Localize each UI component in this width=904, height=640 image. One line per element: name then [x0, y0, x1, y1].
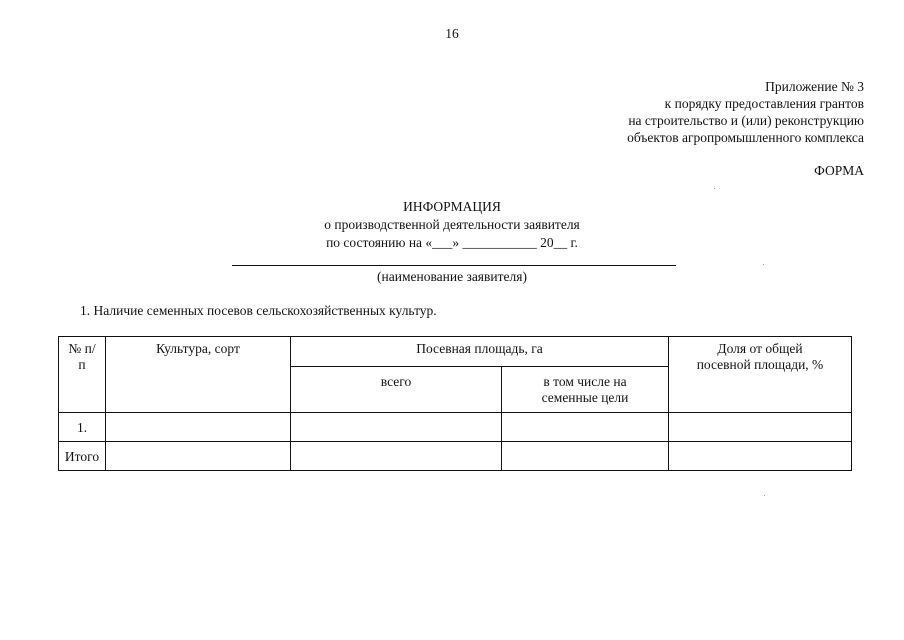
table-row-total: Итого [59, 442, 106, 471]
annex-line-3: на строительство и (или) реконструкцию [628, 113, 864, 128]
annex-line-2: к порядку предоставления грантов [664, 96, 864, 111]
document-title [0, 198, 904, 252]
page-number: 16 [445, 26, 459, 41]
applicant-caption: (наименование заявителя) [377, 269, 527, 284]
applicant-name-line [232, 265, 676, 266]
header-area: Посевная площадь, га [291, 337, 669, 367]
annex-line-4: объектов агропромышленного комплекса [627, 130, 864, 145]
title-date-line: по состоянию на «___» ___________ 20__ г. [326, 235, 578, 250]
header-share: Доля от общей посевной площади, % [669, 337, 852, 413]
title-heading: ИНФОРМАЦИЯ [403, 199, 501, 214]
table-cell-area-total [291, 442, 502, 471]
header-culture: Культура, сорт [106, 337, 291, 413]
scan-speck [714, 188, 715, 189]
header-area-seed: в том числе на семенные цели [502, 367, 669, 413]
table-cell-share [669, 413, 852, 442]
header-number: № п/п [59, 337, 106, 413]
table-cell-area-seed [502, 442, 669, 471]
section-heading: 1. Наличие семенных посевов сельскохозяйственных культур. [80, 303, 437, 318]
header-area-total: всего [291, 367, 502, 413]
table-cell-culture [106, 442, 291, 471]
table-row-number: 1. [59, 413, 106, 442]
title-subheading: о производственной деятельности заявителя [324, 217, 580, 232]
annex-line-1: Приложение № 3 [765, 79, 864, 94]
table-cell-culture [106, 413, 291, 442]
form-label: ФОРМА [814, 163, 864, 178]
annex-header [627, 78, 864, 146]
table-cell-area-seed [502, 413, 669, 442]
scan-speck [763, 264, 764, 265]
table-cell-share [669, 442, 852, 471]
crops-table [58, 336, 852, 471]
table-cell-area-total [291, 413, 502, 442]
scan-speck [764, 495, 765, 496]
